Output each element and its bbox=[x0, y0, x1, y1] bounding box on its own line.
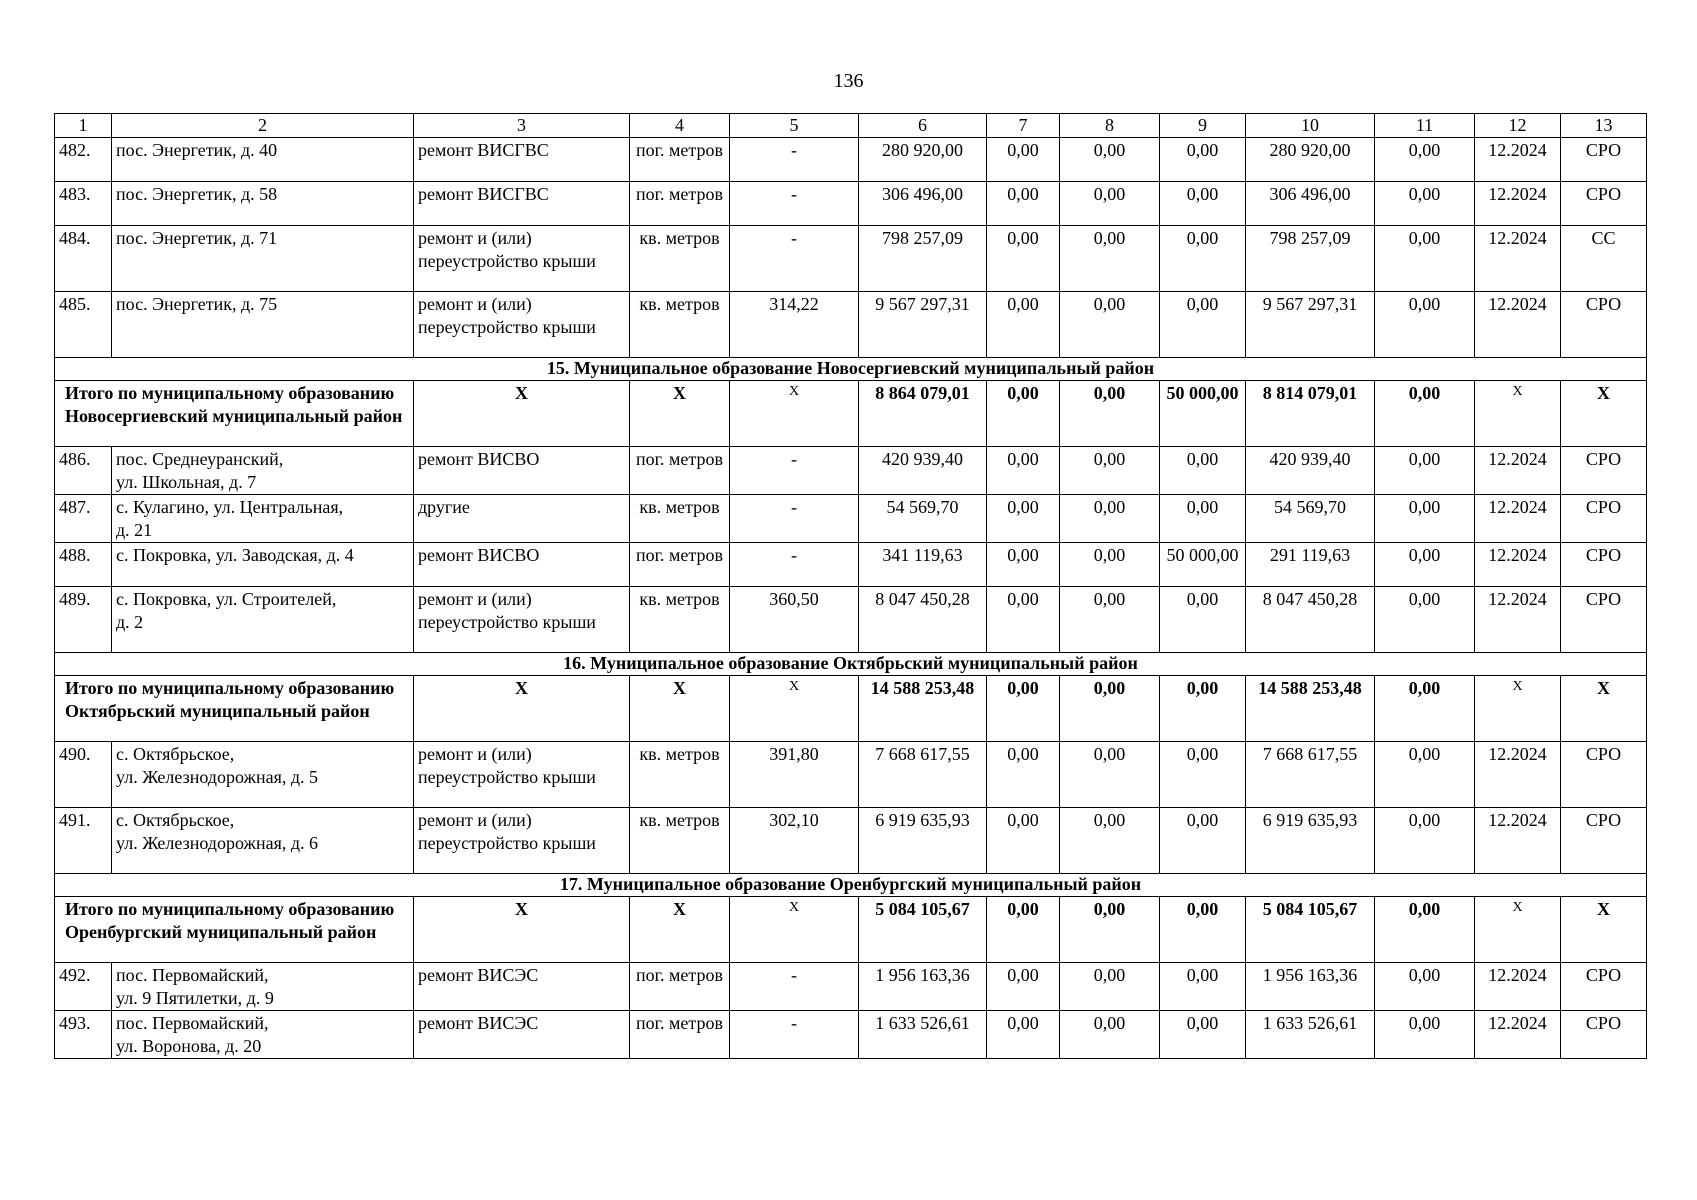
value-c8: 0,00 bbox=[1060, 182, 1160, 226]
address-line-1: пос. Первомайский, bbox=[116, 1013, 269, 1033]
address-cell bbox=[112, 742, 414, 808]
column-header-7: 7 bbox=[987, 114, 1060, 138]
value-c6: 54 569,70 bbox=[859, 495, 987, 543]
section-title: 16. Муниципальное образование Октябрьский муниципальный район bbox=[55, 653, 1647, 676]
value-c12: 12.2024 bbox=[1475, 587, 1561, 653]
subtotal-col-4: X bbox=[630, 897, 730, 963]
row-number: 484. bbox=[55, 226, 112, 292]
work-type: ремонт и (или) переустройство крыши bbox=[414, 587, 630, 653]
address-line-2: д. 2 bbox=[116, 612, 144, 632]
address-line-1: с. Покровка, ул. Строителей, bbox=[116, 589, 337, 609]
address-line-1: с. Кулагино, ул. Центральная, bbox=[116, 497, 344, 517]
address-line-2: ул. Железнодорожная, д. 5 bbox=[116, 767, 319, 787]
organization-code: СРО bbox=[1561, 495, 1647, 543]
address-line-1: пос. Энергетик, д. 75 bbox=[116, 294, 278, 314]
value-c10: 306 496,00 bbox=[1246, 182, 1375, 226]
value-c7: 0,00 bbox=[987, 447, 1060, 495]
value-c6: 7 668 617,55 bbox=[859, 742, 987, 808]
value-c9: 50 000,00 bbox=[1160, 543, 1246, 587]
section-title: 17. Муниципальное образование Оренбургский муниципальный район bbox=[55, 874, 1647, 897]
subtotal-c9: 0,00 bbox=[1160, 897, 1246, 963]
value-c10: 798 257,09 bbox=[1246, 226, 1375, 292]
subtotal-row bbox=[55, 381, 1647, 447]
address-line-1: пос. Энергетик, д. 40 bbox=[116, 140, 278, 160]
value-c7: 0,00 bbox=[987, 182, 1060, 226]
column-header-5: 5 bbox=[730, 114, 859, 138]
address-cell bbox=[112, 226, 414, 292]
value-c9: 0,00 bbox=[1160, 226, 1246, 292]
table-row bbox=[55, 447, 1647, 495]
unit-cell: кв. метров bbox=[630, 495, 730, 543]
row-number: 491. bbox=[55, 808, 112, 874]
work-type: ремонт и (или) переустройство крыши bbox=[414, 226, 630, 292]
value-c12: 12.2024 bbox=[1475, 182, 1561, 226]
address-cell bbox=[112, 292, 414, 358]
column-number-header-row bbox=[55, 114, 1647, 138]
value-c11: 0,00 bbox=[1375, 292, 1475, 358]
address-line-2: ул. Железнодорожная, д. 6 bbox=[116, 833, 319, 853]
page-number: 136 bbox=[833, 70, 864, 92]
value-c12: 12.2024 bbox=[1475, 1011, 1561, 1059]
subtotal-col-4: X bbox=[630, 381, 730, 447]
value-c12: 12.2024 bbox=[1475, 742, 1561, 808]
value-c5: 360,50 bbox=[730, 587, 859, 653]
column-header-3: 3 bbox=[414, 114, 630, 138]
address-line-1: с. Октябрьское, bbox=[116, 744, 235, 764]
value-c6: 306 496,00 bbox=[859, 182, 987, 226]
value-c9: 0,00 bbox=[1160, 447, 1246, 495]
table-row bbox=[55, 138, 1647, 182]
value-c5: - bbox=[730, 1011, 859, 1059]
row-number: 487. bbox=[55, 495, 112, 543]
address-cell bbox=[112, 587, 414, 653]
subtotal-c6: 14 588 253,48 bbox=[859, 676, 987, 742]
value-c10: 8 047 450,28 bbox=[1246, 587, 1375, 653]
value-c10: 1 956 163,36 bbox=[1246, 963, 1375, 1011]
table-row bbox=[55, 963, 1647, 1011]
work-type: ремонт и (или) переустройство крыши bbox=[414, 292, 630, 358]
unit-cell: пог. метров bbox=[630, 447, 730, 495]
subtotal-label: Итого по муниципальному образованию Октябрьский муниципальный район bbox=[55, 676, 414, 742]
address-line-1: пос. Энергетик, д. 58 bbox=[116, 184, 278, 204]
address-line-1: пос. Энергетик, д. 71 bbox=[116, 228, 278, 248]
value-c9: 0,00 bbox=[1160, 963, 1246, 1011]
table-row bbox=[55, 495, 1647, 543]
value-c11: 0,00 bbox=[1375, 963, 1475, 1011]
value-c5: - bbox=[730, 447, 859, 495]
value-c11: 0,00 bbox=[1375, 182, 1475, 226]
work-type: другие bbox=[414, 495, 630, 543]
address-line-2: ул. Воронова, д. 20 bbox=[116, 1036, 262, 1056]
value-c11: 0,00 bbox=[1375, 742, 1475, 808]
value-c12: 12.2024 bbox=[1475, 447, 1561, 495]
organization-code: СРО bbox=[1561, 182, 1647, 226]
value-c8: 0,00 bbox=[1060, 226, 1160, 292]
value-c5: - bbox=[730, 495, 859, 543]
unit-cell: кв. метров bbox=[630, 742, 730, 808]
value-c7: 0,00 bbox=[987, 543, 1060, 587]
work-type: ремонт ВИСЭС bbox=[414, 963, 630, 1011]
organization-code: СРО bbox=[1561, 742, 1647, 808]
unit-cell: кв. метров bbox=[630, 226, 730, 292]
value-c5: - bbox=[730, 963, 859, 1011]
subtotal-col-5: X bbox=[730, 676, 859, 742]
organization-code: СРО bbox=[1561, 138, 1647, 182]
table-row bbox=[55, 1011, 1647, 1059]
row-number: 483. bbox=[55, 182, 112, 226]
section-heading-row bbox=[55, 874, 1647, 897]
address-line-1: пос. Среднеуранский, bbox=[116, 449, 284, 469]
subtotal-c11: 0,00 bbox=[1375, 897, 1475, 963]
organization-code: СРО bbox=[1561, 808, 1647, 874]
address-line-1: с. Октябрьское, bbox=[116, 810, 235, 830]
value-c8: 0,00 bbox=[1060, 587, 1160, 653]
value-c5: - bbox=[730, 182, 859, 226]
value-c11: 0,00 bbox=[1375, 808, 1475, 874]
value-c9: 0,00 bbox=[1160, 808, 1246, 874]
organization-code: СРО bbox=[1561, 963, 1647, 1011]
organization-code: СРО bbox=[1561, 587, 1647, 653]
address-cell bbox=[112, 182, 414, 226]
value-c6: 9 567 297,31 bbox=[859, 292, 987, 358]
organization-code: СРО bbox=[1561, 292, 1647, 358]
address-line-2: д. 21 bbox=[116, 520, 153, 540]
value-c7: 0,00 bbox=[987, 587, 1060, 653]
unit-cell: кв. метров bbox=[630, 292, 730, 358]
work-type: ремонт ВИСГВС bbox=[414, 138, 630, 182]
subtotal-col-13: X bbox=[1561, 897, 1647, 963]
unit-cell: пог. метров bbox=[630, 963, 730, 1011]
value-c11: 0,00 bbox=[1375, 226, 1475, 292]
subtotal-c10: 8 814 079,01 bbox=[1246, 381, 1375, 447]
value-c8: 0,00 bbox=[1060, 292, 1160, 358]
subtotal-c7: 0,00 bbox=[987, 897, 1060, 963]
value-c9: 0,00 bbox=[1160, 138, 1246, 182]
value-c9: 0,00 bbox=[1160, 182, 1246, 226]
value-c6: 798 257,09 bbox=[859, 226, 987, 292]
value-c8: 0,00 bbox=[1060, 543, 1160, 587]
value-c11: 0,00 bbox=[1375, 138, 1475, 182]
column-header-1: 1 bbox=[55, 114, 112, 138]
subtotal-col-12: X bbox=[1475, 381, 1561, 447]
value-c10: 6 919 635,93 bbox=[1246, 808, 1375, 874]
subtotal-col-12: X bbox=[1475, 676, 1561, 742]
value-c8: 0,00 bbox=[1060, 138, 1160, 182]
address-cell bbox=[112, 138, 414, 182]
value-c10: 7 668 617,55 bbox=[1246, 742, 1375, 808]
row-number: 490. bbox=[55, 742, 112, 808]
subtotal-col-3: X bbox=[414, 676, 630, 742]
value-c7: 0,00 bbox=[987, 1011, 1060, 1059]
unit-cell: кв. метров bbox=[630, 587, 730, 653]
subtotal-c9: 50 000,00 bbox=[1160, 381, 1246, 447]
subtotal-col-5: X bbox=[730, 897, 859, 963]
subtotal-col-3: X bbox=[414, 897, 630, 963]
value-c10: 1 633 526,61 bbox=[1246, 1011, 1375, 1059]
value-c9: 0,00 bbox=[1160, 1011, 1246, 1059]
value-c5: - bbox=[730, 138, 859, 182]
column-header-10: 10 bbox=[1246, 114, 1375, 138]
value-c12: 12.2024 bbox=[1475, 138, 1561, 182]
value-c7: 0,00 bbox=[987, 963, 1060, 1011]
address-cell bbox=[112, 1011, 414, 1059]
value-c5: 314,22 bbox=[730, 292, 859, 358]
work-type: ремонт ВИСГВС bbox=[414, 182, 630, 226]
unit-cell: пог. метров bbox=[630, 1011, 730, 1059]
value-c5: 302,10 bbox=[730, 808, 859, 874]
capital-repair-table bbox=[54, 113, 1647, 1059]
value-c12: 12.2024 bbox=[1475, 226, 1561, 292]
subtotal-col-4: X bbox=[630, 676, 730, 742]
subtotal-c8: 0,00 bbox=[1060, 381, 1160, 447]
value-c7: 0,00 bbox=[987, 226, 1060, 292]
organization-code: СРО bbox=[1561, 1011, 1647, 1059]
subtotal-col-3: X bbox=[414, 381, 630, 447]
value-c12: 12.2024 bbox=[1475, 292, 1561, 358]
work-type: ремонт и (или) переустройство крыши bbox=[414, 742, 630, 808]
row-number: 486. bbox=[55, 447, 112, 495]
subtotal-c7: 0,00 bbox=[987, 676, 1060, 742]
address-cell bbox=[112, 543, 414, 587]
value-c12: 12.2024 bbox=[1475, 808, 1561, 874]
value-c6: 280 920,00 bbox=[859, 138, 987, 182]
value-c11: 0,00 bbox=[1375, 587, 1475, 653]
section-heading-row bbox=[55, 358, 1647, 381]
row-number: 489. bbox=[55, 587, 112, 653]
address-line-2: ул. Школьная, д. 7 bbox=[116, 472, 257, 492]
value-c8: 0,00 bbox=[1060, 495, 1160, 543]
address-line-2: ул. 9 Пятилетки, д. 9 bbox=[116, 988, 274, 1008]
column-header-11: 11 bbox=[1375, 114, 1475, 138]
value-c10: 9 567 297,31 bbox=[1246, 292, 1375, 358]
table-row bbox=[55, 292, 1647, 358]
value-c6: 1 956 163,36 bbox=[859, 963, 987, 1011]
value-c12: 12.2024 bbox=[1475, 543, 1561, 587]
address-line-1: пос. Первомайский, bbox=[116, 965, 269, 985]
work-type: ремонт ВИСВО bbox=[414, 543, 630, 587]
subtotal-label: Итого по муниципальному образованию Новосергиевский муниципальный район bbox=[55, 381, 414, 447]
value-c5: - bbox=[730, 543, 859, 587]
value-c6: 420 939,40 bbox=[859, 447, 987, 495]
value-c10: 280 920,00 bbox=[1246, 138, 1375, 182]
work-type: ремонт и (или) переустройство крыши bbox=[414, 808, 630, 874]
value-c9: 0,00 bbox=[1160, 742, 1246, 808]
table-row bbox=[55, 182, 1647, 226]
value-c9: 0,00 bbox=[1160, 587, 1246, 653]
subtotal-c8: 0,00 bbox=[1060, 897, 1160, 963]
organization-code: СРО bbox=[1561, 543, 1647, 587]
value-c6: 1 633 526,61 bbox=[859, 1011, 987, 1059]
subtotal-col-13: X bbox=[1561, 676, 1647, 742]
table-row bbox=[55, 543, 1647, 587]
table-row bbox=[55, 742, 1647, 808]
value-c11: 0,00 bbox=[1375, 1011, 1475, 1059]
value-c5: - bbox=[730, 226, 859, 292]
column-header-12: 12 bbox=[1475, 114, 1561, 138]
value-c8: 0,00 bbox=[1060, 1011, 1160, 1059]
value-c6: 6 919 635,93 bbox=[859, 808, 987, 874]
table-row bbox=[55, 587, 1647, 653]
address-cell bbox=[112, 495, 414, 543]
address-cell bbox=[112, 808, 414, 874]
row-number: 482. bbox=[55, 138, 112, 182]
unit-cell: пог. метров bbox=[630, 138, 730, 182]
subtotal-c8: 0,00 bbox=[1060, 676, 1160, 742]
value-c7: 0,00 bbox=[987, 742, 1060, 808]
unit-cell: пог. метров bbox=[630, 182, 730, 226]
subtotal-c6: 8 864 079,01 bbox=[859, 381, 987, 447]
address-cell bbox=[112, 447, 414, 495]
subtotal-col-12: X bbox=[1475, 897, 1561, 963]
value-c10: 54 569,70 bbox=[1246, 495, 1375, 543]
subtotal-label: Итого по муниципальному образованию Оренбургский муниципальный район bbox=[55, 897, 414, 963]
subtotal-c10: 5 084 105,67 bbox=[1246, 897, 1375, 963]
organization-code: СС bbox=[1561, 226, 1647, 292]
section-heading-row bbox=[55, 653, 1647, 676]
value-c12: 12.2024 bbox=[1475, 495, 1561, 543]
section-title: 15. Муниципальное образование Новосергиевский муниципальный район bbox=[55, 358, 1647, 381]
value-c11: 0,00 bbox=[1375, 447, 1475, 495]
value-c8: 0,00 bbox=[1060, 963, 1160, 1011]
subtotal-c9: 0,00 bbox=[1160, 676, 1246, 742]
table-row bbox=[55, 808, 1647, 874]
subtotal-c11: 0,00 bbox=[1375, 676, 1475, 742]
value-c6: 341 119,63 bbox=[859, 543, 987, 587]
column-header-8: 8 bbox=[1060, 114, 1160, 138]
value-c7: 0,00 bbox=[987, 808, 1060, 874]
value-c11: 0,00 bbox=[1375, 543, 1475, 587]
row-number: 492. bbox=[55, 963, 112, 1011]
address-line-1: с. Покровка, ул. Заводская, д. 4 bbox=[116, 545, 354, 565]
address-cell bbox=[112, 963, 414, 1011]
value-c8: 0,00 bbox=[1060, 808, 1160, 874]
subtotal-c7: 0,00 bbox=[987, 381, 1060, 447]
table-body bbox=[55, 114, 1647, 1059]
subtotal-c10: 14 588 253,48 bbox=[1246, 676, 1375, 742]
column-header-13: 13 bbox=[1561, 114, 1647, 138]
value-c7: 0,00 bbox=[987, 292, 1060, 358]
value-c9: 0,00 bbox=[1160, 495, 1246, 543]
column-header-6: 6 bbox=[859, 114, 987, 138]
organization-code: СРО bbox=[1561, 447, 1647, 495]
value-c7: 0,00 bbox=[987, 138, 1060, 182]
subtotal-row bbox=[55, 676, 1647, 742]
subtotal-col-5: X bbox=[730, 381, 859, 447]
column-header-9: 9 bbox=[1160, 114, 1246, 138]
value-c6: 8 047 450,28 bbox=[859, 587, 987, 653]
row-number: 493. bbox=[55, 1011, 112, 1059]
subtotal-row bbox=[55, 897, 1647, 963]
value-c7: 0,00 bbox=[987, 495, 1060, 543]
value-c5: 391,80 bbox=[730, 742, 859, 808]
column-header-2: 2 bbox=[112, 114, 414, 138]
unit-cell: пог. метров bbox=[630, 543, 730, 587]
value-c10: 420 939,40 bbox=[1246, 447, 1375, 495]
row-number: 488. bbox=[55, 543, 112, 587]
column-header-4: 4 bbox=[630, 114, 730, 138]
value-c8: 0,00 bbox=[1060, 447, 1160, 495]
value-c10: 291 119,63 bbox=[1246, 543, 1375, 587]
work-type: ремонт ВИСВО bbox=[414, 447, 630, 495]
value-c11: 0,00 bbox=[1375, 495, 1475, 543]
row-number: 485. bbox=[55, 292, 112, 358]
value-c9: 0,00 bbox=[1160, 292, 1246, 358]
table-row bbox=[55, 226, 1647, 292]
subtotal-col-13: X bbox=[1561, 381, 1647, 447]
subtotal-c6: 5 084 105,67 bbox=[859, 897, 987, 963]
unit-cell: кв. метров bbox=[630, 808, 730, 874]
subtotal-c11: 0,00 bbox=[1375, 381, 1475, 447]
value-c8: 0,00 bbox=[1060, 742, 1160, 808]
value-c12: 12.2024 bbox=[1475, 963, 1561, 1011]
work-type: ремонт ВИСЭС bbox=[414, 1011, 630, 1059]
